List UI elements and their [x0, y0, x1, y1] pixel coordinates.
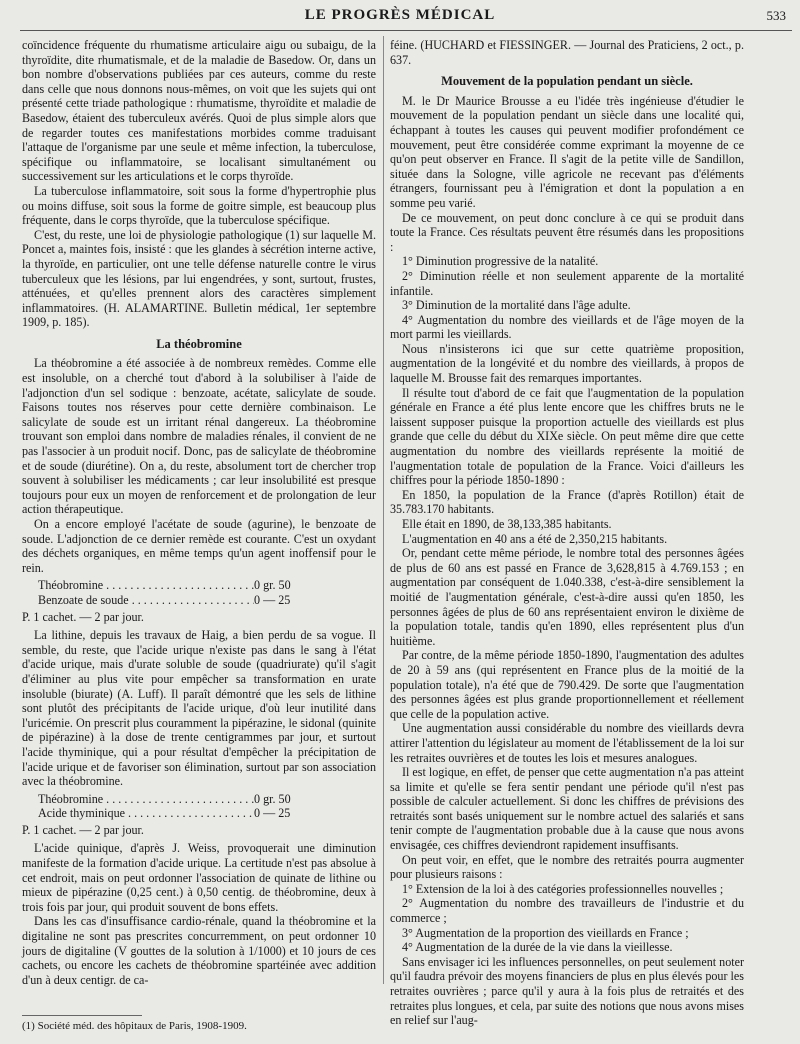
paragraph: La lithine, depuis les travaux de Haig, a bien perdu de sa vogue. Il semble, du reste, que l'acide urique n'existe pas dans le sang à l'état d'acide urique, mais d'urate soluble de soude (quadriurate) qu'il s'agit d'éliminer au plus vite pour empêcher sa transformation en urate insoluble (biurate) (A. Luff). Il paraît démontré que les sels de lithine sont plutôt des précipitants de l'acide urique, d'où leur inutilité dans l'uricémie. On prescrit plus couramment la pipérazine, le sidonal (quinite de pipérazine) à la dose de trente centigrammes par jour, et surtout l'acide thyminique, qui a pour résultat d'empêcher la précipitation de l'acide urique et de favoriser son élimination, surtout par son association avec la théobromine. — [22, 628, 376, 789]
prescription-line: Acide thyminique . . . 0 — 25 — [38, 806, 376, 821]
list-item: 4° Augmentation de la durée de la vie dans la vieillesse. — [402, 940, 673, 955]
list-item: 1° Extension de la loi à des catégories professionnelles nouvelles ; — [402, 881, 724, 896]
list-item: 1° Diminution progressive de la natalité. — [402, 254, 599, 269]
right-column — [390, 38, 744, 1036]
paragraph: Il est logique, en effet, de penser que cette augmentation n'a pas atteint sa limite et qu'elle se fera sentir pendant une période qu'il n'est pas possible de calculer actuellement. Si donc les chiffres de prévisions des retraités sont basés uniquement sur le nombre actuel des salariés et sans tenir compte de l'augmentation probable due à la cause que nous avons envisagée, ces chiffres deviendront rapidement insuffisants. — [390, 765, 744, 853]
paragraph: C'est, du reste, une loi de physiologie pathologique (1) sur laquelle M. Poncet a, maintes fois, insisté : que les glandes à sécrétion interne active, la thyroïde, en particulier, ont une telle défense naturelle contre le virus tuberculeux que les lésions, par lui engendrées, y sont, surtout, frustes, atténuées, et qu'elles prennent alors des caractères simplement inflammatoires. (H. ALAMARTINE. Bulletin médical, 1er septembre 1909, p. 185). — [22, 227, 376, 330]
page-number: 533 — [766, 8, 786, 23]
prescription-1 — [38, 578, 376, 607]
paragraph: On peut voir, en effet, que le nombre des retraités pourra augmenter pour plusieurs raisons : — [390, 852, 744, 882]
journal-title: LE PROGRÈS MÉDICAL — [304, 7, 496, 23]
paragraph: La théobromine a été associée à de nombreux remèdes. Comme elle est insoluble, on a cherché tout d'abord à la solubiliser à l'aide de l'adjonction d'un sel sodique : benzoate, acétate, salicylate de soude. Faisons toutes nos réserves pour cette dernière combinaison. Le salicylate de soude est un irritant rénal dangereux. La théobromine trouvant son emploi dans nombre de maladies rénales, il convient de ne pas l'associer à un produit nocif. Donc, pas de salicylate de théobromine et de soude (diurétine). On a, du reste, absolument tort de chercher trop souvent à solubiliser les médicaments ; car leur insolubilité est presque toujours pour eux un moyen de renforcement et de prolongation de leur action thérapeutique. — [22, 356, 376, 517]
page-header — [0, 0, 800, 30]
paragraph: Sans envisager ici les influences personnelles, on peut seulement noter qu'il faudra prévoir des moyens financiers de plus en plus élevés pour les retraites ouvrières ; parce qu'il y aura à la fois plus de retraités et des retraites plus longues, et cela, par suite des notions que nous avons mises en relief sur l'aug- — [390, 954, 744, 1028]
prescription-note: P. 1 cachet. — 2 par jour. — [22, 609, 144, 624]
list-item: 4° Augmentation du nombre des vieillards et de l'âge moyen de la mort parmi les vieillards. — [390, 312, 744, 342]
footnote — [22, 1015, 376, 1032]
paragraph: Elle était en 1890, de 38,133,385 habitants. — [402, 517, 612, 531]
reasons-list — [390, 882, 744, 955]
paragraph: En 1850, la population de la France (d'après Rotillon) était de 35.783.170 habitants. — [390, 487, 744, 517]
left-column — [22, 38, 376, 1036]
list-item: 3° Augmentation de la proportion des vieillards en France ; — [402, 925, 689, 940]
prescription-line: Théobromine . . . 0 gr. 50 — [38, 792, 376, 807]
section-heading-population: Mouvement de la population pendant un siècle. — [441, 74, 693, 89]
paragraph: M. le Dr Maurice Brousse a eu l'idée très ingénieuse d'étudier le mouvement de la population pendant un siècle dans une localité qui, échappant à toutes les causes qui peuvent modifier profondément ce mouvement, peut être considérée comme exprimant la moyenne de ce qu'on peut observer en France. Il s'agit de la petite ville de Sandillon, située dans la Sologne, ville agricole ne recevant pas d'éléments étrangers, fournissant peu à l'émigration et dont la population a en somme peu varié. — [390, 93, 744, 210]
column-divider — [383, 36, 384, 984]
paragraph: Or, pendant cette même période, le nombre total des personnes âgées de plus de 60 ans est passé en France de 3,628,815 à 4.769.153 ; en augmentation par conséquent de 1.040.338, c'est-à-dire sensiblement la moitié de l'augmentation générale, c'est-à-dire aussi qu'en 1850, les personnes âgées de plus de 60 ans représentaient environ le dixième de la population totale, tandis qu'en 1890, elles représentent plus d'un huitième. — [390, 546, 744, 648]
list-item: 2° Diminution réelle et non seulement apparente de la mortalité infantile. — [390, 268, 744, 298]
paragraph: On a encore employé l'acétate de soude (agurine), le benzoate de soude. L'adjonction de ce dernier remède est courante. C'est un oxydant des déchets organiques, en même temps qu'un agent inoffensif pour le rein. — [22, 517, 376, 575]
paragraph: L'augmentation en 40 ans a été de 2,350,215 habitants. — [402, 531, 668, 546]
footnote-text: (1) Société méd. des hôpitaux de Paris, 1908-1909. — [22, 1020, 247, 1032]
paragraph: Une augmentation aussi considérable du nombre des vieillards devra attirer l'attention du législateur au moment de l'établissement de la loi sur les retraites ouvrières et de toutes les lois et mesures analogues. — [390, 721, 744, 765]
prescription-line: Théobromine . . . 0 gr. 50 — [38, 578, 376, 593]
prescription-2 — [38, 792, 376, 821]
paragraph: La tuberculose inflammatoire, soit sous la forme d'hypertrophie plus ou moins diffuse, soit sous la forme de goitre simple, est beaucoup plus fréquente, dans le corps thyroïde, que la tuberculose spécifique. — [22, 183, 376, 228]
paragraph: De ce mouvement, on peut donc conclure à ce qui se produit dans toute la France. Ces résultats peuvent être résumés dans les propositions : — [390, 210, 744, 254]
paragraph: Nous n'insisterons ici que sur cette quatrième proposition, augmentation de la longévité et du nombre des vieillards, à propos de laquelle M. Brousse fait des remarques importantes. — [390, 341, 744, 386]
paragraph: Il résulte tout d'abord de ce fait que l'augmentation de la population générale en France a été plus lente encore que les chiffres bruts ne le laissent supposer puisque la proportion actuelle des vieillards est plus grande que celle du début du XIXe siècle. On peut même dire que cette augmentation du nombre des vieillards représente la moitié de l'augmentation totale de population de la France. Voici d'ailleurs les chiffres pour la période 1850-1890 : — [390, 385, 744, 488]
paragraph: coïncidence fréquente du rhumatisme articulaire aigu ou subaigu, de la thyroïdite, dite rhumatismale, et de la maladie de Basedow. Or, dans un bon nombre d'observations publiées par ces auteurs, comme du reste dans celle que nous donnons nous-mêmes, on voit que les sujets qui ont présenté cette triade pathologique : rhumatisme, thyroïdite et maladie de Basedow, étaient des tuberculeux avérés. Quoi de plus simple alors que de regarder toutes ces manifestations morbides comme traduisant l'attaque de l'organisme par une seule et même infection, la tuberculose, spécifique ou inflammatoire, se localisant simultanément ou successivement sur les articulations et le corps thyroïde. — [22, 38, 376, 184]
propositions-list — [390, 254, 744, 342]
prescription-line: Benzoate de soude . . . 0 — 25 — [38, 593, 376, 608]
paragraph: Par contre, de la même période 1850-1890, l'augmentation des adultes de 20 à 59 ans (qui représentent en France plus de la moitié de la population totale), n'a été que de 790.429. De sorte que l'augmentation des personnes âgées est plus grande proportionnellement et réellement que celle de la population active. — [390, 648, 744, 721]
footnote-rule — [22, 1015, 142, 1016]
header-rule — [20, 30, 792, 31]
list-item: 2° Augmentation du nombre des travailleurs de l'industrie et du commerce ; — [390, 896, 744, 926]
paragraph: Dans les cas d'insuffisance cardio-rénale, quand la théobromine et la digitaline ne sont pas prescrites concurremment, on peut ordonner 10 jours de digitaline (V gouttes de la solution à 1/1000) et 10 jours de ces cachets, ou encore les cachets de théobromine spartéinée avec addition d'un à deux centigr. de ca- — [22, 914, 376, 987]
prescription-note: P. 1 cachet. — 2 par jour. — [22, 822, 144, 837]
paragraph: féine. (HUCHARD et FIESSINGER. — Journal des Praticiens, 2 oct., p. 637. — [390, 38, 744, 67]
list-item: 3° Diminution de la mortalité dans l'âge adulte. — [402, 298, 631, 313]
section-heading-theobromine: La théobromine — [156, 336, 242, 351]
paragraph: L'acide quinique, d'après J. Weiss, provoquerait une diminution manifeste de la formation d'acide urique. La certitude n'est pas absolue à cet endroit, mais on peut ordonner l'association de quinate de lithine ou mieux de pipérazine (0,25 cent.) à 0,50 centig. de théobromine, deux à trois fois par jour, qui produit souvent de bons effets. — [22, 841, 376, 914]
